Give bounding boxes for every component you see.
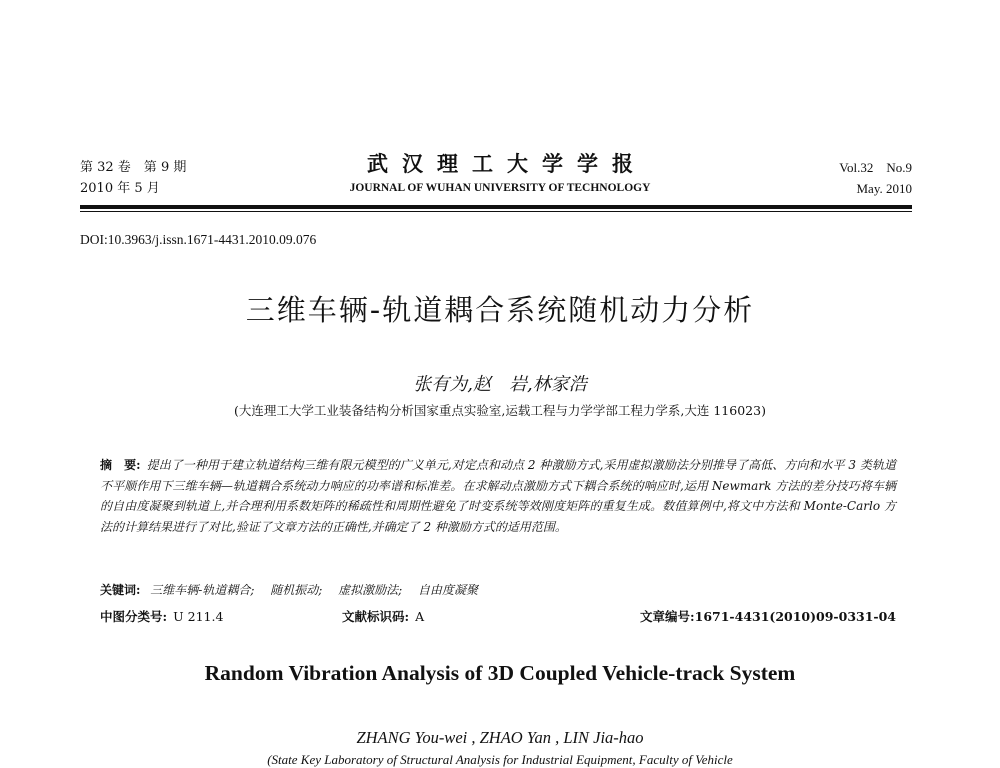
journal-title-cn: 武汉理工大学学报	[367, 151, 647, 176]
keywords	[100, 581, 896, 598]
keyword-item: 三维车辆-轨道耦合;	[150, 583, 255, 597]
paper-title-en: Random Vibration Analysis of 3D Coupled Vehicle-track System	[204, 661, 796, 685]
authors-en: ZHANG You-wei , ZHAO Yan , LIN Jia-hao	[356, 728, 644, 747]
keyword-item: 随机振动;	[270, 583, 323, 597]
authors-cn: 张有为,赵 岩,林家浩	[413, 374, 587, 395]
keywords-label: 关键词:	[100, 583, 141, 597]
header-right	[839, 157, 912, 199]
journal-masthead	[300, 150, 700, 196]
classification-value: U 211.4	[173, 609, 224, 624]
affiliation-cn: (大连理工大学工业装备结构分析国家重点实验室,运载工程与力学学部工程力学系,大连 116023)	[234, 403, 766, 418]
classification-label: 中图分类号:	[100, 609, 168, 624]
paper-title-cn: 三维车辆-轨道耦合系统随机动力分析	[245, 293, 755, 327]
article-number: 文章编号:1671-4431(2010)09-0331-04	[640, 609, 896, 624]
document-code	[342, 607, 424, 625]
abstract	[100, 455, 896, 537]
keyword-item: 自由度凝聚	[417, 583, 478, 597]
date-en: May. 2010	[856, 181, 912, 196]
affiliation-en: (State Key Laboratory of Structural Analysis for Industrial Equipment, Faculty of Vehicle	[267, 752, 733, 767]
abstract-text: 提出了一种用于建立轨道结构三维有限元模型的广义单元,对定点和动点 2 种激励方式,采用虚拟激励法分别推导了高低、方向和水平 3 类轨道不平顺作用下三维车辆—轨道耦合系统动力响应的功率谱和标准差。在求解动点激励方式下耦合系统的响应时,运用 Newmark 方法的差分技巧将车辆的自由度凝聚到轨道上,并合理利用系数矩阵的稀疏性和周期性避免了时变系统等效刚度矩阵的重复生成。数值算例中,将文中方法和 Monte-Carlo 方法的计算结果进行了对比,验证了文章方法的正确性,并确定了 2 种激励方式的适用范围。	[100, 458, 896, 534]
header-rule-thick	[80, 205, 912, 209]
abstract-label: 摘 要:	[100, 458, 141, 472]
document-code-label: 文献标识码:	[342, 609, 410, 624]
classification-number	[100, 607, 223, 625]
volume-issue-cn: 第 32 卷 第 9 期	[80, 160, 187, 175]
keyword-item: 虚拟激励法;	[338, 583, 403, 597]
header-left	[80, 157, 186, 199]
date-cn: 2010 年 5 月	[80, 181, 160, 196]
journal-title-en: JOURNAL OF WUHAN UNIVERSITY OF TECHNOLOGY	[349, 182, 651, 194]
doi[interactable]: DOI:10.3963/j.issn.1671-4431.2010.09.076	[80, 232, 317, 247]
volume-issue-en: Vol.32 No.9	[839, 160, 912, 175]
header-rule-thin	[80, 211, 912, 212]
document-code-value: A	[415, 609, 425, 624]
